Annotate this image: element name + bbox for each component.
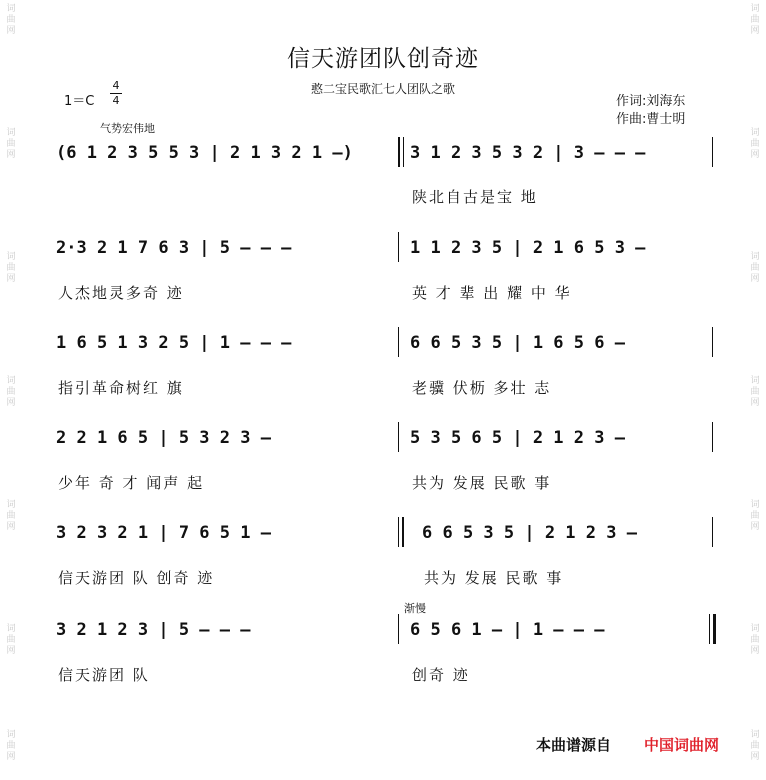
lyrics-row4-a: 少年 奇 才 闻声 起: [58, 474, 205, 492]
final-barline-row3: [712, 327, 713, 357]
lyrics-row3-b: 老骥 伏枥 多壮 志: [412, 379, 552, 397]
time-signature-top: 4: [112, 79, 120, 92]
notes-row5-a: 3 2 3 2 1 | 7 6 5 1 –: [56, 523, 271, 543]
barline-row2: [398, 232, 399, 262]
notes-row6-b: 6 5 6 1 – | 1 – – –: [410, 620, 605, 640]
notes-row6-a: 3 2 1 2 3 | 5 – – –: [56, 620, 251, 640]
watermark-right-1: 词曲网: [750, 4, 760, 36]
end-barline-thick: [713, 614, 716, 644]
watermark-right-5: 词曲网: [750, 500, 760, 532]
repeat-start-barline: [398, 137, 400, 167]
repeat-end-barline-thick: [402, 517, 404, 547]
source-label: 本曲谱源自: [536, 736, 612, 754]
watermark-left-6: 词曲网: [6, 624, 16, 656]
watermark-left-1: 词曲网: [6, 4, 16, 36]
time-signature: [110, 80, 122, 107]
final-barline-row4: [712, 422, 713, 452]
song-title: 信天游团队创奇迹: [287, 46, 479, 72]
watermark-left-4: 词曲网: [6, 376, 16, 408]
watermark-right-3: 词曲网: [750, 252, 760, 284]
composer-credit: 作曲:曹士明: [616, 112, 686, 127]
barline-row4: [398, 422, 399, 452]
lyrics-row1-b: 陕北自古是宝 地: [412, 188, 538, 206]
barline-row3: [398, 327, 399, 357]
watermark-right-4: 词曲网: [750, 376, 760, 408]
key-signature: 1＝C: [64, 94, 95, 109]
notes-row4-b: 5 3 5 6 5 | 2 1 2 3 –: [410, 428, 625, 448]
time-signature-bottom: 4: [112, 94, 120, 107]
final-barline-row5: [712, 517, 713, 547]
notes-row3-b: 6 6 5 3 5 | 1 6 5 6 –: [410, 333, 625, 353]
lyrics-row5-b: 共为 发展 民歌 事: [424, 569, 564, 587]
lyrics-row6-a: 信天游团 队: [58, 666, 150, 684]
lyrics-row3-a: 指引革命树红 旗: [58, 379, 184, 397]
watermark-right-7: 词曲网: [750, 730, 760, 762]
final-barline-row1: [712, 137, 713, 167]
lyrics-row5-a: 信天游团 队 创奇 迹: [58, 569, 215, 587]
notes-row3-a: 1 6 5 1 3 2 5 | 1 – – –: [56, 333, 292, 353]
end-barline-thin: [709, 614, 710, 644]
notes-row1-b: 3 1 2 3 5 3 2 | 3 – – –: [410, 143, 646, 163]
watermark-left-2: 词曲网: [6, 128, 16, 160]
lyricist-credit: 作词:刘海东: [616, 94, 686, 109]
watermark-left-5: 词曲网: [6, 500, 16, 532]
notes-row2-b: 1 1 2 3 5 | 2 1 6 5 3 –: [410, 238, 646, 258]
watermark-left-7: 词曲网: [6, 730, 16, 762]
song-subtitle: 憨二宝民歌汇七人团队之歌: [310, 82, 455, 96]
ritardando-marking: 渐慢: [404, 602, 426, 615]
notes-row2-a: 2·3 2 1 7 6 3 | 5 – – –: [56, 238, 292, 258]
notes-row4-a: 2 2 1 6 5 | 5 3 2 3 –: [56, 428, 271, 448]
lyrics-row2-b: 英 才 辈 出 耀 中 华: [412, 284, 572, 302]
lyrics-row6-b: 创奇 迹: [412, 666, 470, 684]
barline: [403, 137, 404, 167]
lyrics-row4-b: 共为 发展 民歌 事: [412, 474, 552, 492]
watermark-right-6: 词曲网: [750, 624, 760, 656]
watermark-right-2: 词曲网: [750, 128, 760, 160]
tempo-marking: 气势宏伟地: [100, 122, 155, 135]
watermark-left-3: 词曲网: [6, 252, 16, 284]
notes-row5-b: 6 6 5 3 5 | 2 1 2 3 –: [422, 523, 637, 543]
lyrics-row2-a: 人杰地灵多奇 迹: [58, 284, 184, 302]
repeat-end-barline: [398, 517, 399, 547]
barline-row6: [398, 614, 399, 644]
notes-row1-a: (6 1 2 3 5 5 3 | 2 1 3 2 1 –): [56, 143, 353, 163]
source-site-link[interactable]: 中国词曲网: [644, 736, 720, 754]
